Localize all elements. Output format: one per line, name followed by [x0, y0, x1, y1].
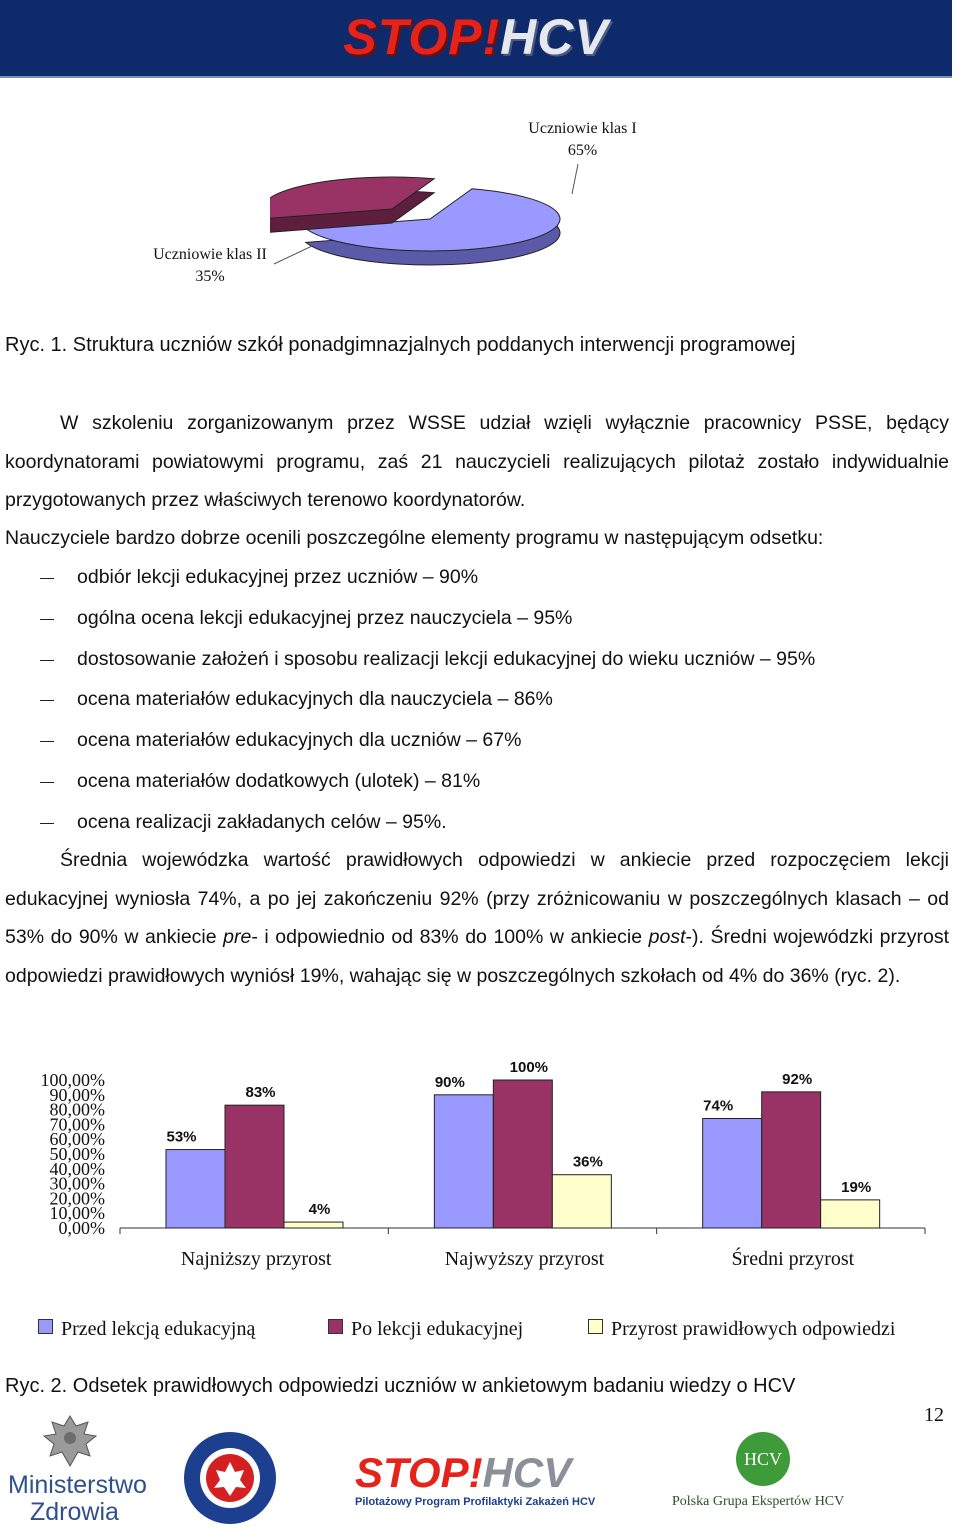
pgeh-logo: [672, 1430, 872, 1520]
pgeh-name: Polska Grupa Ekspertów HCV: [672, 1494, 845, 1509]
bar-data-label: 83%: [245, 1084, 276, 1102]
results-text-part3: -). Średni wojewódzki przyrost odpowiedzi prawidłowych wyniósł 19%, wahając się w poszczególnych szkołach od 4% do 36% (ryc. 2).: [5, 926, 949, 987]
bar: [552, 1175, 611, 1228]
paragraph-training: [5, 404, 949, 520]
list-item: [0, 805, 960, 846]
pgeh-badge: HCV: [736, 1432, 790, 1486]
header-banner: [0, 0, 952, 78]
y-tick-label: 30,00%: [49, 1173, 105, 1194]
bar-data-label: 92%: [782, 1070, 813, 1088]
footer-logo-hcv: HCV: [482, 1449, 572, 1496]
figure-1-caption: Ryc. 1. Struktura uczniów szkół ponadgimnazjalnych poddanych interwencji programowej: [5, 334, 796, 356]
legend-item-before: [38, 1318, 255, 1341]
paragraph-training-text: W szkoleniu zorganizowanym przez WSSE udział wzięli wyłącznie pracownicy PSSE, będący koordynatorami powiatowymi programu, zaś 21 nauczycieli realizujących pilotaż zostało indywidualnie przygotowanych przez właściwych terenowo koordynatorów.: [5, 412, 949, 511]
x-category-label: Najniższy przyrost: [180, 1248, 332, 1270]
list-item-text: ocena materiałów edukacyjnych dla uczniów – 67%: [77, 729, 522, 752]
legend-label: Przyrost prawidłowych odpowiedzi: [611, 1318, 896, 1340]
pie-label-class-i: [515, 118, 650, 162]
paragraph-results-text: [5, 841, 949, 995]
y-tick-label: 60,00%: [49, 1129, 105, 1150]
legend-label: Po lekcji edukacyjnej: [351, 1318, 524, 1340]
y-tick-label: 50,00%: [49, 1144, 105, 1164]
pie-label-class-ii: [140, 244, 280, 288]
legend-item-after: [328, 1318, 523, 1341]
bar-chart: [0, 1050, 960, 1280]
list-item-text: ogólna ocena lekcji edukacyjnej przez nauczyciela – 95%: [77, 606, 573, 629]
bar-data-label: 53%: [166, 1128, 197, 1146]
y-tick-label: 90,00%: [49, 1084, 105, 1105]
pie-label-class-ii-name: Uczniowie klas II: [153, 246, 267, 263]
list-item: [0, 601, 960, 642]
bar-data-label: 100%: [509, 1059, 549, 1076]
pie-label-class-ii-value: 35%: [195, 268, 225, 285]
dash-bullet: [40, 823, 54, 824]
pie-label-class-i-name: Uczniowie klas I: [528, 120, 637, 137]
figure-2-caption: Ryc. 2. Odsetek prawidłowych odpowiedzi uczniów w ankietowym badaniu wiedzy o HCV: [5, 1375, 796, 1397]
paragraph-teachers-text: Nauczyciele bardzo dobrze ocenili poszczególne elementy programu w następującym odsetku:: [5, 527, 824, 549]
bar: [493, 1080, 552, 1228]
list-item-text: odbiór lekcji edukacyjnej przez uczniów – 90%: [77, 566, 479, 588]
y-tick-label: 70,00%: [49, 1114, 105, 1135]
paragraph-teachers: [5, 519, 949, 558]
bar: [762, 1092, 821, 1228]
list-item: [0, 723, 960, 764]
y-tick-label: 10,00%: [49, 1203, 105, 1224]
dash-bullet: [40, 660, 54, 661]
stop-hcv-logo: [0, 8, 952, 66]
bar-data-label: 36%: [572, 1153, 603, 1171]
dash-bullet: [40, 619, 54, 620]
y-tick-label: 80,00%: [49, 1099, 105, 1120]
logo-hcv-text: HCV: [500, 9, 609, 65]
eagle-icon: [40, 1412, 100, 1470]
footer-logo-stop: STOP!: [355, 1449, 483, 1496]
pie-leader-lines: [268, 160, 598, 270]
results-text-part1: Średnia wojewódzka wartość prawidłowych odpowiedzi w ankiecie przed rozpoczęciem lekcji edukacyjnej wyniosła 74%, a po jej zakończeniu 92% (przy zróżnicowaniu w poszczególnych klasach – od 53% do 90% w ankiecie: [5, 849, 949, 948]
bar: [225, 1105, 284, 1228]
legend-swatch: [38, 1319, 53, 1334]
pie-label-class-i-value: 65%: [567, 142, 598, 159]
results-text-part2: - i odpowiednio od 83% do 100% w ankiecie: [251, 926, 649, 948]
bar: [434, 1095, 493, 1228]
list-item-text: ocena realizacji zakładanych celów – 95%.: [77, 810, 447, 833]
bar: [166, 1150, 225, 1228]
legend-swatch: [588, 1319, 603, 1334]
legend-item-gain: [588, 1318, 895, 1341]
bar: [821, 1200, 880, 1228]
y-tick-label: 0,00%: [58, 1218, 105, 1238]
bar-data-label: 74%: [703, 1097, 734, 1115]
results-text-post: post: [648, 926, 686, 948]
ministry-of-health-logo: [8, 1412, 147, 1526]
list-item: [0, 682, 960, 723]
list-item-text: ocena materiałów dodatkowych (ulotek) – 81%: [77, 769, 481, 792]
bar-data-label: 4%: [308, 1201, 331, 1219]
x-category-label: Średni przyrost: [731, 1248, 855, 1270]
results-text-pre: pre: [223, 926, 252, 948]
stop-hcv-footer-logo: [355, 1450, 605, 1520]
legend-swatch: [328, 1319, 343, 1334]
bar-data-label: 90%: [434, 1073, 465, 1091]
bar: [284, 1222, 343, 1228]
dash-bullet: [40, 700, 54, 701]
dash-bullet: [40, 782, 54, 783]
y-tick-label: 20,00%: [49, 1188, 105, 1209]
ministry-line1: Ministerstwo: [8, 1471, 147, 1499]
dash-bullet: [40, 578, 54, 579]
paragraph-results: [5, 841, 949, 995]
sanepid-seal-icon: [180, 1430, 280, 1526]
legend-label: Przed lekcją edukacyjną: [61, 1318, 256, 1340]
ministry-line2: Zdrowia: [30, 1498, 119, 1526]
page-number: 12: [924, 1404, 944, 1426]
y-tick-label: 100,00%: [40, 1070, 105, 1090]
list-item: [0, 642, 960, 683]
footer-logo-subtitle: Pilotażowy Program Profilaktyki Zakażeń HCV: [355, 1496, 596, 1508]
assessment-list: [0, 560, 960, 846]
bar-data-label: 19%: [841, 1178, 872, 1196]
ministry-name: [8, 1472, 147, 1526]
list-item: [0, 560, 960, 601]
sanepid-logo: [180, 1430, 280, 1526]
list-item-text: ocena materiałów edukacyjnych dla nauczyciela – 86%: [77, 688, 553, 711]
stop-hcv-footer-mark: [355, 1450, 605, 1496]
bar: [703, 1118, 762, 1228]
dash-bullet: [40, 741, 54, 742]
x-category-label: Najwyższy przyrost: [444, 1248, 605, 1270]
list-item-text: dostosowanie założeń i sposobu realizacji lekcji edukacyjnej do wieku uczniów – 95%: [77, 647, 816, 670]
logo-stop-text: STOP!: [343, 9, 501, 65]
y-tick-label: 40,00%: [49, 1158, 105, 1179]
list-item: [0, 764, 960, 805]
